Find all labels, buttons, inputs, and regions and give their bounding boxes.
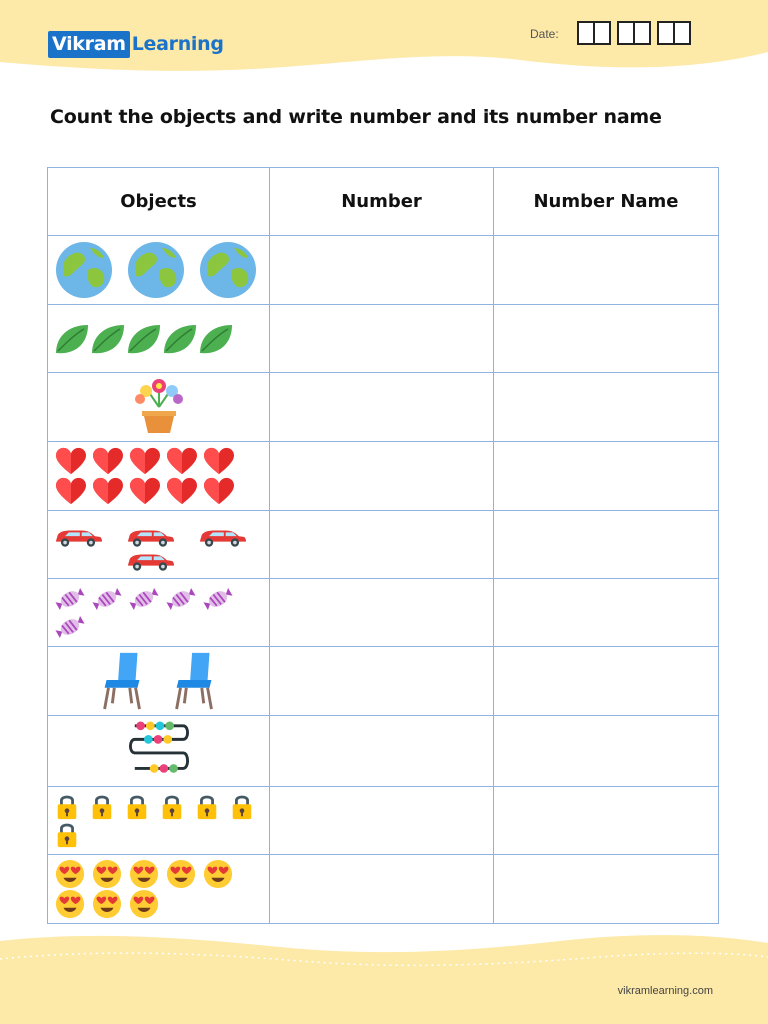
vikram-learning-logo: Vikram Learning (48, 30, 224, 58)
table-row (48, 511, 719, 579)
number-name-answer-cell[interactable] (494, 787, 719, 855)
red-heart-icon (91, 446, 125, 476)
objects-cell (48, 442, 270, 511)
blue-chair-icon (170, 651, 220, 711)
number-answer-cell[interactable] (270, 855, 494, 924)
heart-eyes-emoji-icon (91, 889, 123, 919)
wrapped-candy-icon (165, 585, 197, 613)
number-name-answer-cell[interactable] (494, 511, 719, 579)
number-answer-cell[interactable] (270, 716, 494, 787)
number-name-answer-cell[interactable] (494, 579, 719, 647)
red-car-icon (124, 549, 176, 577)
heart-eyes-emoji-icon (202, 859, 234, 889)
date-label: Date: (530, 27, 559, 41)
table-row (48, 855, 719, 924)
header-objects: Objects (48, 168, 270, 236)
table-row (48, 442, 719, 511)
wrapped-candy-icon (91, 585, 123, 613)
flower-pot-icon (128, 377, 190, 437)
earth-globe-icon (126, 240, 186, 300)
objects-cell (48, 716, 270, 787)
padlock-icon (54, 793, 80, 821)
heart-eyes-emoji-icon (128, 859, 160, 889)
number-name-answer-cell[interactable] (494, 855, 719, 924)
green-leaf-icon (90, 321, 126, 357)
heart-eyes-emoji-icon (54, 889, 86, 919)
red-heart-icon (54, 476, 88, 506)
objects-cell (48, 511, 270, 579)
red-heart-icon (202, 476, 236, 506)
red-heart-icon (128, 446, 162, 476)
table-row (48, 236, 719, 305)
number-answer-cell[interactable] (270, 511, 494, 579)
number-answer-cell[interactable] (270, 579, 494, 647)
table-row (48, 579, 719, 647)
worksheet-title: Count the objects and write number and its number name (50, 106, 662, 128)
wrapped-candy-icon (202, 585, 234, 613)
red-heart-icon (91, 476, 125, 506)
number-answer-cell[interactable] (270, 647, 494, 716)
earth-globe-icon (54, 240, 114, 300)
green-leaf-icon (162, 321, 198, 357)
counting-table (47, 167, 719, 924)
wrapped-candy-icon (128, 585, 160, 613)
objects-cell (48, 579, 270, 647)
wrapped-candy-icon (54, 585, 86, 613)
heart-eyes-emoji-icon (165, 859, 197, 889)
red-heart-icon (165, 476, 199, 506)
padlock-icon (124, 793, 150, 821)
table-row (48, 305, 719, 373)
header-number: Number (270, 168, 494, 236)
objects-cell (48, 373, 270, 442)
red-heart-icon (128, 476, 162, 506)
number-answer-cell[interactable] (270, 236, 494, 305)
heart-eyes-emoji-icon (54, 859, 86, 889)
date-boxes[interactable] (577, 21, 691, 45)
wrapped-candy-icon (54, 613, 86, 641)
objects-cell (48, 787, 270, 855)
table-row (48, 373, 719, 442)
number-name-answer-cell[interactable] (494, 236, 719, 305)
padlock-icon (89, 793, 115, 821)
header-number-name: Number Name (494, 168, 719, 236)
objects-cell (48, 647, 270, 716)
padlock-icon (194, 793, 220, 821)
objects-cell (48, 855, 270, 924)
objects-cell (48, 305, 270, 373)
padlock-icon (229, 793, 255, 821)
red-heart-icon (202, 446, 236, 476)
table-row (48, 647, 719, 716)
heart-eyes-emoji-icon (128, 889, 160, 919)
green-leaf-icon (54, 321, 90, 357)
number-name-answer-cell[interactable] (494, 716, 719, 787)
number-answer-cell[interactable] (270, 305, 494, 373)
footer-url: vikramlearning.com (617, 985, 713, 997)
number-name-answer-cell[interactable] (494, 373, 719, 442)
padlock-icon (159, 793, 185, 821)
number-name-answer-cell[interactable] (494, 305, 719, 373)
number-name-answer-cell[interactable] (494, 647, 719, 716)
number-answer-cell[interactable] (270, 373, 494, 442)
bottom-wave-decoration (0, 929, 768, 1024)
number-name-answer-cell[interactable] (494, 442, 719, 511)
red-heart-icon (165, 446, 199, 476)
red-heart-icon (54, 446, 88, 476)
abacus-icon (125, 720, 193, 782)
blue-chair-icon (98, 651, 148, 711)
red-car-icon (52, 525, 104, 553)
heart-eyes-emoji-icon (91, 859, 123, 889)
padlock-icon (54, 821, 80, 849)
number-answer-cell[interactable] (270, 442, 494, 511)
table-row (48, 716, 719, 787)
green-leaf-icon (126, 321, 162, 357)
earth-globe-icon (198, 240, 258, 300)
number-answer-cell[interactable] (270, 787, 494, 855)
table-row (48, 787, 719, 855)
objects-cell (48, 236, 270, 305)
red-car-icon (196, 525, 248, 553)
green-leaf-icon (198, 321, 234, 357)
